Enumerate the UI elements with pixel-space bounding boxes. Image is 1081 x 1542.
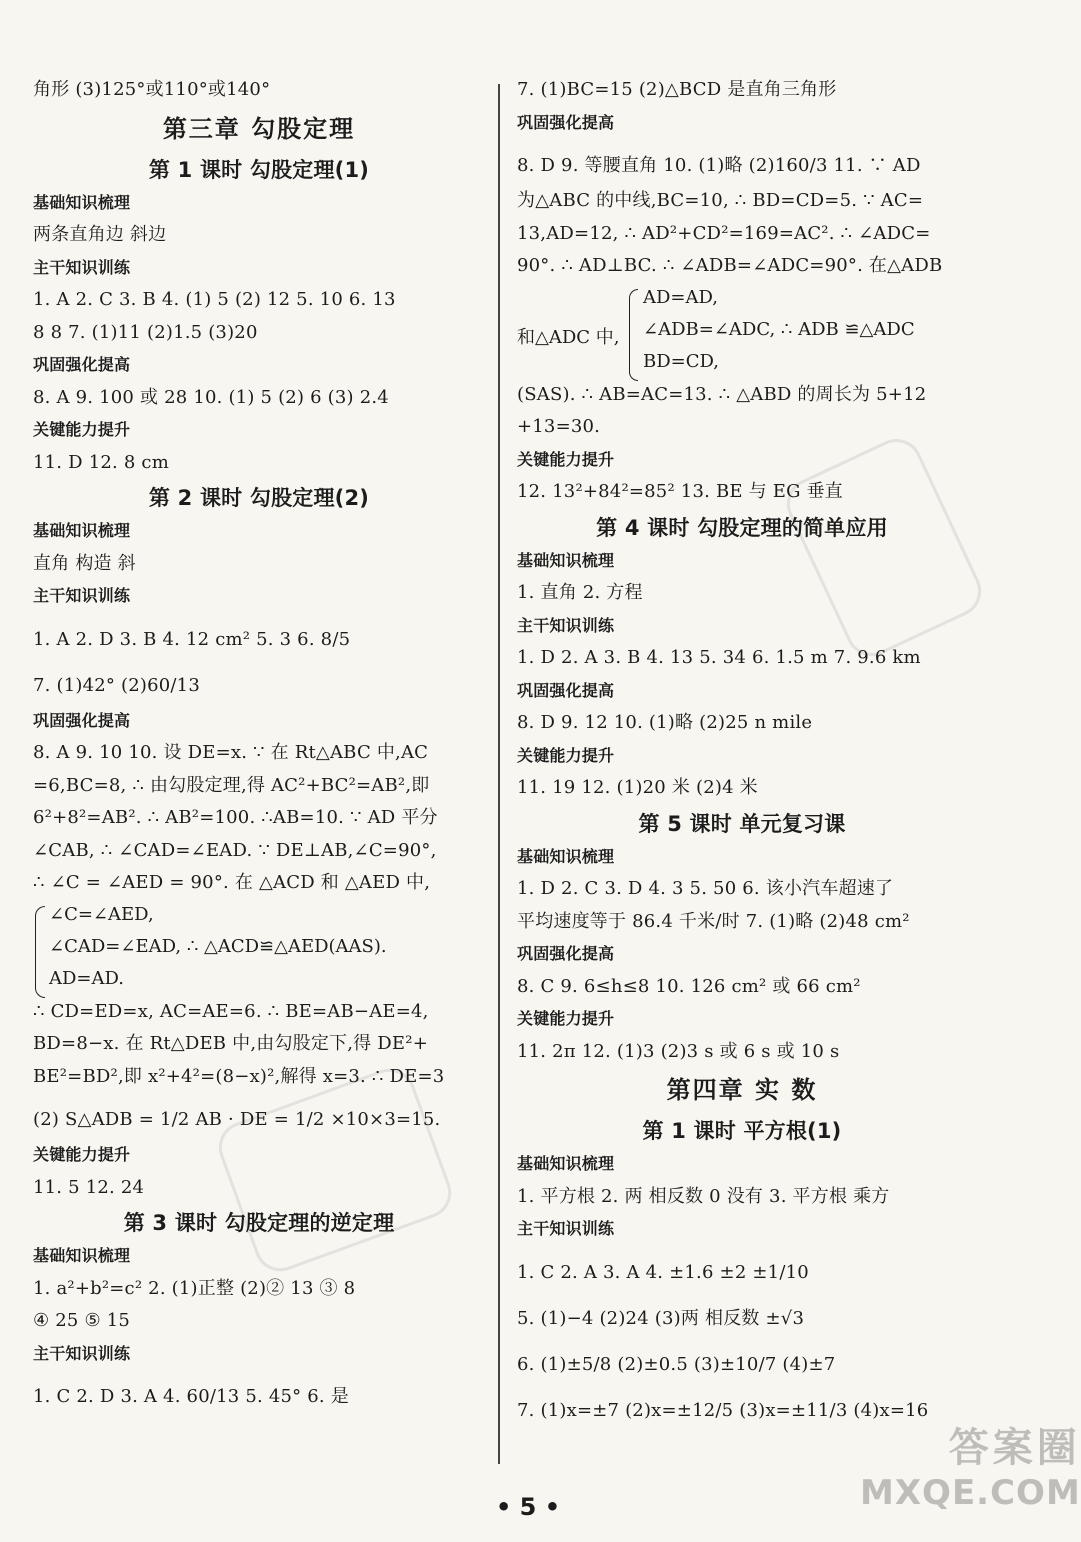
answer-line: 8 8 7. (1)11 (2)1.5 (3)20 bbox=[33, 321, 258, 343]
answer-line: 角形 (3)125°或110°或140° bbox=[33, 79, 271, 100]
chapter-title: 第四章 实 数 bbox=[666, 1076, 818, 1104]
proof-prefix: 和△ADC 中, bbox=[517, 326, 620, 348]
section-label: 主干知识训练 bbox=[33, 586, 131, 605]
column-divider bbox=[498, 84, 500, 1464]
answer-line: 11. 5 12. 24 bbox=[33, 1176, 145, 1198]
answer-line: 7. (1)42° (2)60/13 bbox=[33, 674, 200, 696]
proof-system bbox=[33, 904, 485, 1000]
answer-line: 6²+8²=AB². ∴ AB²=100. ∴AB=10. ∵ AD 平分 bbox=[33, 807, 438, 828]
answer-line: 13,AD=12, ∴ AD²+CD²=169=AC². ∴ ∠ADC= bbox=[517, 222, 931, 244]
answer-line: 直角 构造 斜 bbox=[33, 552, 136, 574]
answer-line: 平均速度等于 86.4 千米/时 7. (1)略 (2)48 cm² bbox=[517, 910, 910, 932]
answer-line: ∴ ∠C = ∠AED = 90°. 在 △ACD 和 △AED 中, bbox=[33, 872, 431, 893]
section-label: 主干知识训练 bbox=[33, 257, 131, 277]
proof-condition: AD=AD, bbox=[643, 286, 719, 308]
answer-line: 11. D 12. 8 cm bbox=[33, 451, 169, 473]
answer-line: 1. D 2. A 3. B 4. 13 5. 34 6. 1.5 m 7. 9.6 km bbox=[517, 647, 921, 668]
answer-line: 1. a²+b²=c² 2. (1)正整 (2)② 13 ③ 8 bbox=[33, 1277, 356, 1299]
answer-line: 11. 2π 12. (1)3 (2)3 s 或 6 s 或 10 s bbox=[517, 1040, 840, 1062]
section-label: 基础知识梳理 bbox=[33, 1246, 131, 1265]
proof-condition: ∠ADB=∠ADC, ∴ ADB ≌△ADC bbox=[643, 318, 915, 340]
answer-line: ④ 25 ⑤ 15 bbox=[33, 1310, 131, 1331]
section-label: 巩固强化提高 bbox=[33, 710, 131, 730]
answer-line: 11. 19 12. (1)20 米 (2)4 米 bbox=[517, 777, 758, 798]
section-label: 主干知识训练 bbox=[517, 1219, 615, 1238]
section-label: 基础知识梳理 bbox=[517, 550, 615, 570]
answer-line: 8. D 9. 12 10. (1)略 (2)25 n mile bbox=[517, 712, 813, 733]
answer-line: 8. A 9. 10 10. 设 DE=x. ∵ 在 Rt△ABC 中,AC bbox=[33, 742, 429, 763]
section-label: 主干知识训练 bbox=[33, 1343, 131, 1363]
lesson-title: 第 1 课时 平方根(1) bbox=[642, 1119, 842, 1143]
answer-line: 1. 平方根 2. 两 相反数 0 没有 3. 平方根 乘方 bbox=[517, 1185, 890, 1207]
answer-line: 6. (1)±5/8 (2)±0.5 (3)±10/7 (4)±7 bbox=[517, 1353, 836, 1375]
lesson-title: 第 3 课时 勾股定理的逆定理 bbox=[123, 1211, 395, 1235]
answer-line: 7. (1)x=±7 (2)x=±12/5 (3)x=±11/3 (4)x=16 bbox=[517, 1399, 929, 1421]
answer-line: 8. D 9. 等腰直角 10. (1)略 (2)160/3 11. ∵ AD bbox=[517, 155, 921, 176]
proof-system bbox=[517, 287, 967, 383]
section-label: 关键能力提升 bbox=[33, 420, 131, 439]
section-label: 巩固强化提高 bbox=[517, 112, 615, 132]
chapter-title: 第三章 勾股定理 bbox=[162, 114, 356, 143]
proof-condition: ∠CAD=∠EAD, ∴ △ACD≌△AED(AAS). bbox=[49, 935, 387, 957]
brace bbox=[629, 289, 638, 381]
proof-condition: AD=AD. bbox=[49, 967, 125, 989]
lesson-title: 第 4 课时 勾股定理的简单应用 bbox=[596, 515, 888, 540]
proof-condition: BD=CD, bbox=[643, 350, 720, 372]
section-label: 巩固强化提高 bbox=[33, 355, 131, 374]
answer-line: 8. C 9. 6≤h≤8 10. 126 cm² 或 66 cm² bbox=[517, 975, 861, 997]
answer-line: +13=30. bbox=[517, 416, 601, 437]
answer-line: BD=8−x. 在 Rt△DEB 中,由勾股定下,得 DE²+ bbox=[33, 1033, 428, 1054]
proof-condition: ∠C=∠AED, bbox=[49, 903, 154, 925]
section-label: 主干知识训练 bbox=[517, 615, 615, 635]
answer-line: 12. 13²+84²=85² 13. BE 与 EG 垂直 bbox=[517, 481, 843, 502]
answer-line: 1. D 2. C 3. D 4. 3 5. 50 6. 该小汽车超速了 bbox=[517, 878, 894, 899]
section-label: 关键能力提升 bbox=[33, 1145, 131, 1164]
page-number: • 5 • bbox=[495, 1493, 561, 1521]
answer-line: 90°. ∴ AD⊥BC. ∴ ∠ADB=∠ADC=90°. 在△ADB bbox=[517, 255, 943, 276]
answer-line: 1. C 2. A 3. A 4. ±1.6 ±2 ±1/10 bbox=[517, 1261, 809, 1283]
answer-line: 1. 直角 2. 方程 bbox=[517, 582, 643, 603]
lesson-title: 第 1 课时 勾股定理(1) bbox=[148, 157, 370, 182]
answer-line: 两条直角边 斜边 bbox=[33, 224, 167, 245]
section-label: 关键能力提升 bbox=[517, 449, 615, 469]
answer-line: 5. (1)−4 (2)24 (3)两 相反数 ±√3 bbox=[517, 1307, 805, 1329]
answer-line: ∠CAB, ∴ ∠CAD=∠EAD. ∵ DE⊥AB,∠C=90°, bbox=[33, 839, 437, 861]
answer-line: 7. (1)BC=15 (2)△BCD 是直角三角形 bbox=[517, 79, 837, 100]
answer-line: 为△ABC 的中线,BC=10, ∴ BD=CD=5. ∵ AC= bbox=[517, 190, 924, 211]
section-label: 基础知识梳理 bbox=[33, 192, 131, 212]
answer-line: (2) S△ADB = 1/2 AB · DE = 1/2 ×10×3=15. bbox=[33, 1109, 441, 1130]
section-label: 关键能力提升 bbox=[517, 745, 615, 765]
answer-line: (SAS). ∴ AB=AC=13. ∴ △ABD 的周长为 5+12 bbox=[517, 383, 927, 405]
section-label: 巩固强化提高 bbox=[517, 944, 615, 963]
answer-line: =6,BC=8, ∴ 由勾股定理,得 AC²+BC²=AB²,即 bbox=[33, 774, 430, 796]
lesson-title: 第 2 课时 勾股定理(2) bbox=[148, 486, 370, 510]
answer-line: ∴ CD=ED=x, AC=AE=6. ∴ BE=AB−AE=4, bbox=[33, 1000, 429, 1022]
section-label: 关键能力提升 bbox=[517, 1009, 615, 1028]
answer-line: BE²=BD²,即 x²+4²=(8−x)²,解得 x=3. ∴ DE=3 bbox=[33, 1065, 445, 1087]
watermark-logo bbox=[860, 1416, 1081, 1513]
left-column bbox=[33, 78, 485, 1420]
lesson-title: 第 5 课时 单元复习课 bbox=[638, 811, 846, 836]
answer-line: 1. C 2. D 3. A 4. 60/13 5. 45° 6. 是 bbox=[33, 1386, 349, 1407]
answer-line: 1. A 2. C 3. B 4. (1) 5 (2) 12 5. 10 6. 13 bbox=[33, 289, 396, 310]
watermark-text: 答案圈 bbox=[948, 1425, 1081, 1471]
answer-line: 8. A 9. 100 或 28 10. (1) 5 (2) 6 (3) 2.4 bbox=[33, 386, 389, 408]
section-label: 基础知识梳理 bbox=[33, 521, 131, 540]
section-label: 基础知识梳理 bbox=[517, 846, 615, 866]
section-label: 巩固强化提高 bbox=[517, 680, 615, 700]
right-column bbox=[517, 78, 967, 1434]
watermark-url: MXQE.COM bbox=[860, 1473, 1081, 1513]
section-label: 基础知识梳理 bbox=[517, 1154, 615, 1173]
brace bbox=[35, 906, 45, 998]
answer-line: 1. A 2. D 3. B 4. 12 cm² 5. 3 6. 8/5 bbox=[33, 628, 351, 650]
